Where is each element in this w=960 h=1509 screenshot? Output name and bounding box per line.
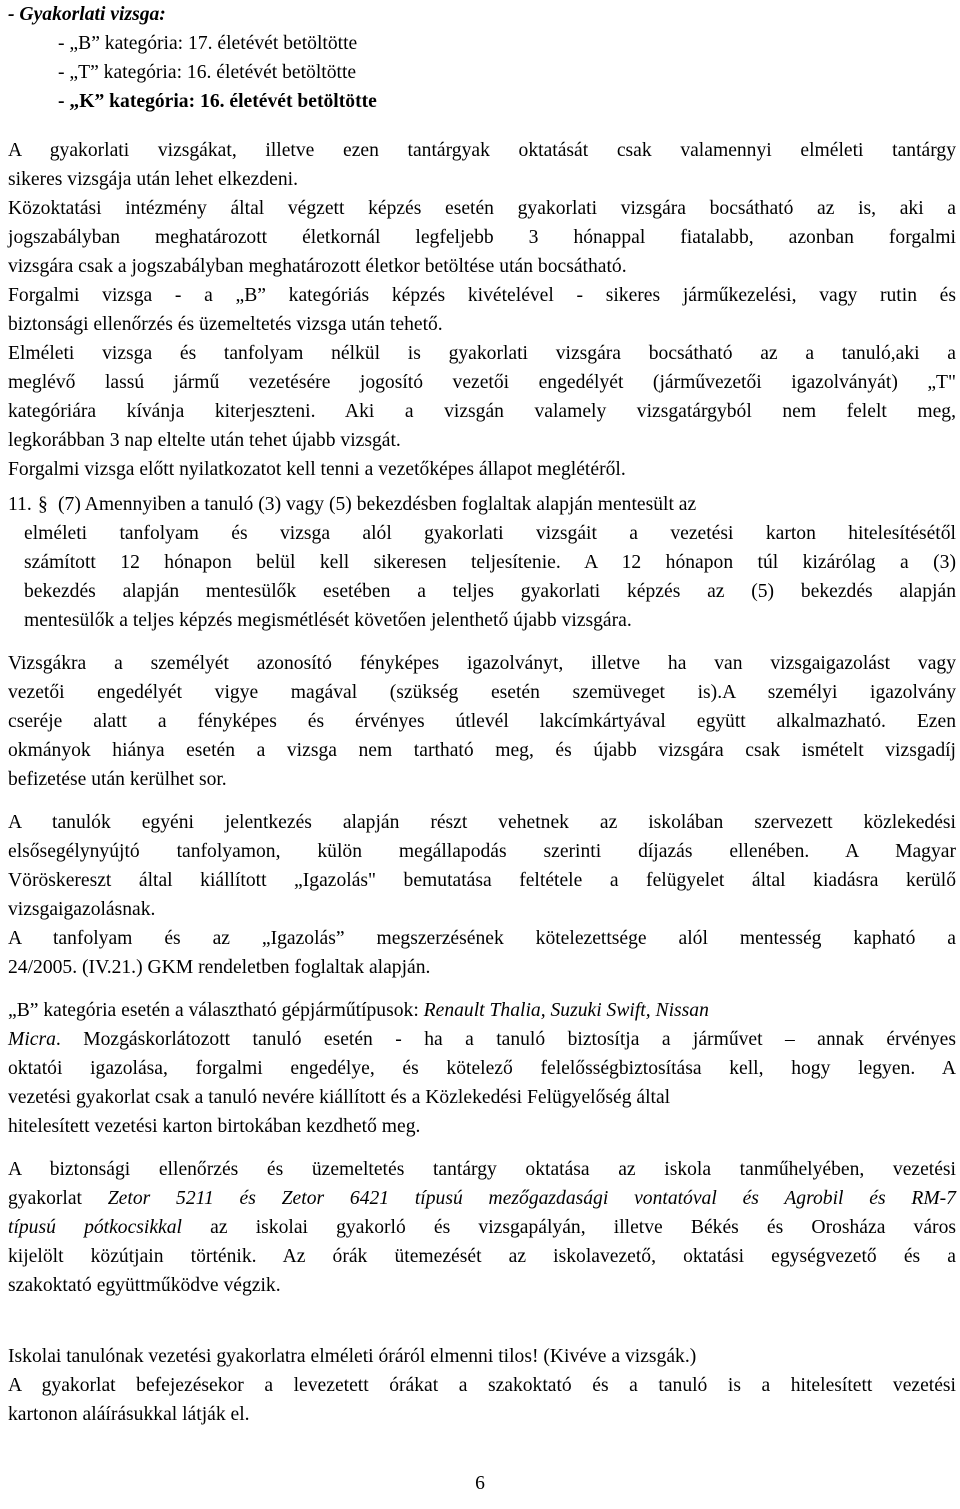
text-line: biztonsági ellenőrzés és üzemeltetés vizsga után tehető. [8, 314, 443, 335]
text-line: kijelölt közútjain történik. Az órák ütemezését az iskolavezető, oktatási egységvezető és a [8, 1246, 956, 1267]
vehicle-models: Renault Thalia, Suzuki Swift, Nissan [423, 1000, 709, 1021]
exam-rules-paragraph [8, 136, 956, 484]
text-span: gyakorlat [8, 1188, 108, 1209]
text-line: elméleti tanfolyam és vizsga alól gyakorlati vizsgáit a vezetési karton hitelesítésétől [24, 523, 956, 544]
vehicle-types-paragraph [8, 996, 956, 1141]
text-line: Vöröskereszt által kiállított „Igazolás" bemutatása feltétele a felügyelet által kiadásra kerülő [8, 870, 956, 891]
category-b-age: - „B” kategória: 17. életévét betöltötte [58, 33, 358, 54]
practical-exam-heading: - Gyakorlati vizsga: [8, 4, 166, 25]
text-line: A tanulók egyéni jelentkezés alapján részt vehetnek az iskolában szervezett közlekedési [8, 812, 956, 833]
text-line: számított 12 hónapon belül kell sikeresen teljesítenie. A 12 hónapon túl kizárólag a (3) [24, 552, 956, 573]
page-number: 6 [475, 1473, 485, 1494]
vehicle-models: Zetor 5211 és Zetor 6421 típusú mezőgazdasági vontatóval és Agrobil és RM-7 [107, 1188, 956, 1209]
text-line: okmányok hiánya esetén a vizsga nem tartható meg, és újabb vizsgára csak ismételt vizsgadíj [8, 740, 956, 761]
text-line: A gyakorlati vizsgákat, illetve ezen tantárgyak oktatását csak valamennyi elméleti tantárgy [8, 140, 956, 161]
text-line: befizetése után kerülhet sor. [8, 769, 227, 790]
paragraph-sign: § [38, 494, 48, 515]
text-line: A biztonsági ellenőrzés és üzemeltetés tantárgy oktatása az iskola tanműhelyében, vezetési [8, 1159, 956, 1180]
text-line: kategóriára kívánja kiterjeszteni. Aki a vizsgán valamely vizsgatárgyból nem felelt meg, [8, 401, 956, 422]
text-line: A gyakorlat befejezésekor a levezetett órákat a szakoktató és a tanuló is a hitelesített vezetési [8, 1375, 956, 1396]
section-number: 11. [8, 494, 32, 515]
text-line: Közoktatási intézmény által végzett képzés esetén gyakorlati vizsgára bocsátható az is, aki a [8, 198, 956, 219]
text-line: meglévő lassú jármű vezetésére jogosító vezetői engedélyét (járművezetői igazolványát) „T" [8, 372, 956, 393]
text-line: vezetői engedélyét vigye magával (szükség esetén szemüveget is).A személyi igazolvány [8, 682, 956, 703]
first-aid-paragraph [8, 808, 956, 982]
text-line: oktatói igazolása, forgalmi engedélye, és kötelező felelősségbiztosítása kell, hogy legyen. A [8, 1058, 956, 1079]
section-11-paragraph [8, 490, 956, 635]
text-span: „B” kategória esetén a választható gépjárműtípusok: [8, 1000, 424, 1021]
text-line: hitelesített vezetési karton birtokában kezdhető meg. [8, 1116, 421, 1137]
text-line: mentesülők a teljes képzés megismétlését követően jelenthető újabb vizsgára. [24, 610, 632, 631]
vehicle-models: típusú pótkocsikkal [8, 1217, 182, 1238]
category-t-age: - „T” kategória: 16. életévét betöltötte [58, 62, 357, 83]
text-line: vezetési gyakorlat csak a tanuló nevére kiállított és a Közlekedési Felügyelőség által [8, 1087, 671, 1108]
text-line: szakoktató együttműködve végzik. [8, 1275, 281, 1296]
text-line: Forgalmi vizsga - a „B” kategóriás képzés kivételével - sikeres járműkezelési, vagy rutin és [8, 285, 956, 306]
vehicle-models: Micra [8, 1029, 56, 1050]
text-line: Iskolai tanulónak vezetési gyakorlatra elméleti óráról elmenni tilos! (Kivéve a vizsgák.) [8, 1346, 697, 1367]
text-line: legkorábban 3 nap eltelte után tehet újabb vizsgát. [8, 430, 401, 451]
text-line: vizsgaigazolásnak. [8, 899, 156, 920]
text-line: sikeres vizsgája után lehet elkezdeni. [8, 169, 298, 190]
text-line: vizsgára csak a jogszabályban meghatározott életkor betöltése után bocsátható. [8, 256, 627, 277]
text-line: Elméleti vizsga és tanfolyam nélkül is gyakorlati vizsgára bocsátható az a tanuló,aki a [8, 343, 956, 364]
text-line: bekezdés alapján mentesülők esetében a teljes gyakorlati képzés az (5) bekezdés alapján [24, 581, 956, 602]
safety-check-paragraph [8, 1155, 956, 1300]
documents-paragraph [8, 649, 956, 794]
text-line: Forgalmi vizsga előtt nyilatkozatot kell tenni a vezetőképes állapot meglétéről. [8, 459, 626, 480]
text-line: cseréje alatt a fényképes és érvényes útlevél lakcímkártyával együtt alkalmazható. Ezen [8, 711, 956, 732]
text-line: jogszabályban meghatározott életkornál legfeljebb 3 hónappal fiatalabb, azonban forgalmi [8, 227, 956, 248]
closing-paragraph [8, 1342, 956, 1429]
text-line: Vizsgákra a személyét azonosító fényképes igazolványt, illetve ha van vizsgaigazolást vagy [8, 653, 956, 674]
text-line: (7) Amennyiben a tanuló (3) vagy (5) bekezdésben foglaltak alapján mentesült az [58, 494, 697, 515]
text-span: az iskolai gyakorló és vizsgapályán, illetve Békés és Orosháza város [182, 1217, 957, 1238]
text-span: . Mozgáskorlátozott tanuló esetén - ha a tanuló biztosítja a járművet – annak érvényes [55, 1029, 956, 1050]
text-line: 24/2005. (IV.21.) GKM rendeletben foglaltak alapján. [8, 957, 431, 978]
category-k-age: - „K” kategória: 16. életévét betöltötte [58, 91, 377, 112]
document-page [8, 0, 956, 1429]
text-line: A tanfolyam és az „Igazolás” megszerzésének kötelezettsége alól mentesség kapható a [8, 928, 956, 949]
text-line: kartonon aláírásukkal látják el. [8, 1404, 250, 1425]
text-line: elsősegélynyújtó tanfolyamon, külön megállapodás szerinti díjazás ellenében. A Magyar [8, 841, 956, 862]
